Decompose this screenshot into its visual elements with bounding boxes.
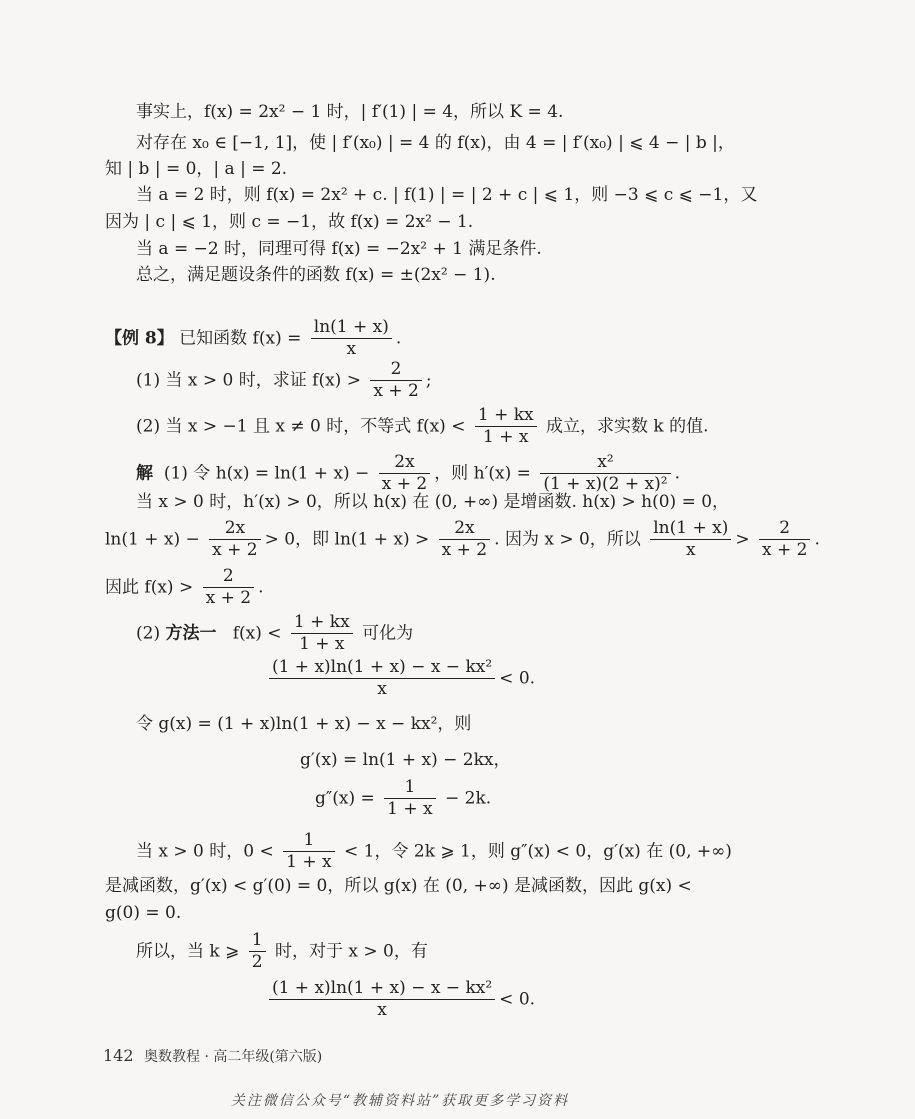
solution-line-3: ln(1 + x) − $\frac{2x}{x + 2}$ > 0，即 ln(1 + x) > $\frac{2x}{x + 2}$ . 因为 x > 0，所以 $\frac{\ln(1 + x)}{x}$ > $\frac{2}{x + 2}$ . (105, 518, 820, 561)
example-part-1: (1) 当 x > 0 时，求证 f(x) > $\frac{2}{x + 2}$ ; (136, 359, 432, 402)
fraction: $\frac{\text{(1 + x)ln(1 + x) − x − kx²}}{x}$ (269, 978, 495, 1022)
watermark-text: 关注微信公众号“教辅资料站”获取更多学习资料 (230, 1093, 570, 1109)
page-footer (103, 1046, 322, 1066)
fraction: $\frac{\text{x²}}{\text{(1 + x)(2 + x)²}}$ (540, 452, 670, 496)
fraction: $\frac{\ln(1 + x)}{x}$ (311, 317, 392, 361)
text-line: 令 g(x) = (1 + x)ln(1 + x) − x − kx²，则 (136, 714, 472, 734)
text-line: 当 a = 2 时，则 f(x) = 2x² + c. | f(1) | = | 2 + c | ⩽ 1，则 −3 ⩽ c ⩽ −1，又 (136, 185, 758, 205)
fraction: $\frac{1}{1 + x}$ (384, 777, 435, 821)
fraction: $\frac{1}{1 + x}$ (283, 830, 334, 874)
text-line: 总之，满足题设条件的函数 f(x) = ±(2x² − 1). (136, 265, 496, 285)
fraction: $\frac{2}{x + 2}$ (370, 359, 421, 403)
fraction: $\frac{\text{(1 + x)ln(1 + x) − x − kx²}}{x}$ (269, 657, 495, 701)
book-title: 奥数教程 · 高二年级(第六版) (144, 1049, 323, 1065)
method-label: 方法一 (165, 623, 217, 644)
display-equation: $\frac{\text{(1 + x)ln(1 + x) − x − kx²}}{x}$ < 0. (0, 978, 800, 1022)
text-line: 当 a = −2 时，同理可得 f(x) = −2x² + 1 满足条件. (136, 239, 542, 259)
fraction: $\frac{1}{2}$ (249, 930, 266, 974)
text-line: 当 x > 0 时，h′(x) > 0，所以 h(x) 在 (0, +∞) 是增函数. h(x) > h(0) = 0， (136, 492, 730, 512)
text-line: g(0) = 0. (105, 903, 182, 923)
display-equation: g′(x) = ln(1 + x) − 2kx， (300, 750, 511, 770)
text-line: 是减函数，g′(x) < g′(0) = 0，所以 g(x) 在 (0, +∞) 是减函数，因此 g(x) < (105, 876, 692, 896)
text-line: 因为 | c | ⩽ 1，则 c = −1，故 f(x) = 2x² − 1. (105, 212, 474, 232)
page-number: 142 (103, 1046, 134, 1065)
example-label: 【例 8】 (105, 328, 174, 349)
conclusion-line-1: 当 x > 0 时，0 < $\frac{1}{1 + x}$ < 1，令 2k ⩾ 1，则 g″(x) < 0，g′(x) 在 (0, +∞) (136, 830, 732, 873)
fraction: $\frac{2x}{x + 2}$ (439, 518, 490, 562)
solution-label: 解 (136, 463, 153, 484)
fraction: $\frac{2}{x + 2}$ (759, 518, 810, 562)
display-equation: $\frac{\text{(1 + x)ln(1 + x) − x − kx²}}{x}$ < 0. (0, 657, 800, 701)
fraction: $\frac{\ln(1 + x)}{x}$ (650, 518, 731, 562)
display-equation: g″(x) = $\frac{1}{1 + x}$ − 2k. (315, 777, 492, 820)
solution-line-1: 解 (1) 令 h(x) = ln(1 + x) − $\frac{2x}{x + 2}$ ，则 h′(x) = $\frac{\text{x²}}{\text{(1 + x)(2 + x)²}}$ . (136, 452, 680, 495)
text-line: 对存在 x₀ ∈ [−1, 1]，使 | f′(x₀) | = 4 的 f(x)，由 4 = | f′(x₀) | ⩽ 4 − | b |， (136, 133, 735, 153)
example-part-2: (2) 当 x > −1 且 x ≠ 0 时，不等式 f(x) < $\frac{1 + kx}{1 + x}$ 成立，求实数 k 的值. (136, 405, 709, 448)
conclusion-line-4: 所以，当 k ⩾ $\frac{1}{2}$ 时，对于 x > 0，有 (136, 930, 428, 973)
fraction: $\frac{1 + kx}{1 + x}$ (291, 612, 353, 656)
text-line: 事实上，f(x) = 2x² − 1 时，| f′(1) | = 4，所以 K = 4. (136, 102, 564, 122)
fraction: $\frac{2x}{x + 2}$ (209, 518, 260, 562)
fraction: $\frac{2x}{x + 2}$ (379, 452, 430, 496)
fraction: $\frac{1 + kx}{1 + x}$ (475, 405, 537, 449)
solution-line-4: 因此 f(x) > $\frac{2}{x + 2}$ . (105, 566, 264, 609)
fraction: $\frac{2}{x + 2}$ (203, 566, 254, 610)
example-statement: 【例 8】 已知函数 f(x) = $\frac{\ln(1 + x)}{x}$ . (105, 317, 402, 360)
method-one-line: (2) 方法一 f(x) < $\frac{1 + kx}{1 + x}$ 可化为 (136, 612, 414, 655)
text-line: 知 | b | = 0，| a | = 2. (105, 159, 288, 179)
